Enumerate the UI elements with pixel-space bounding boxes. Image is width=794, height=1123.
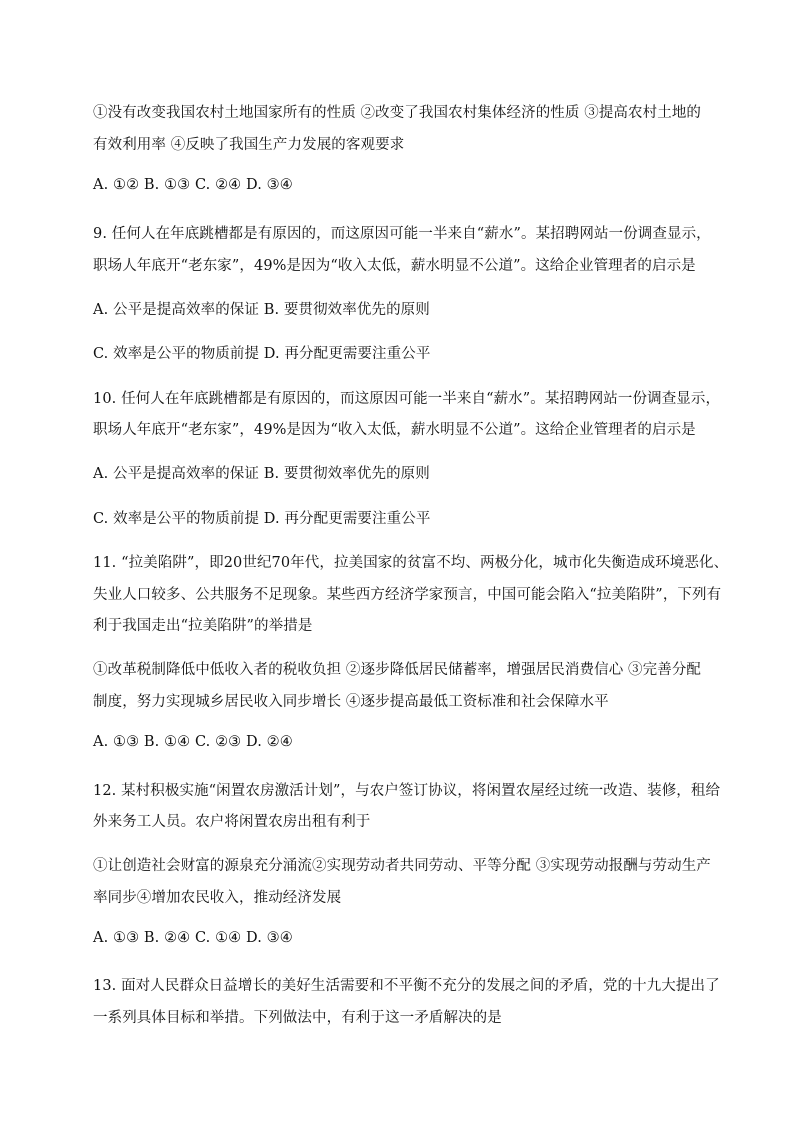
q13-stem-line-2: 一系列具体目标和举措。下列做法中，有利于这一矛盾解决的是	[93, 1010, 502, 1026]
q10-stem-line-1: 10. 任何人在年底跳槽都是有原因的，而这原因可能一半来自“薪水”。某招聘网站一份调查显示，	[93, 391, 721, 407]
q11-options-line-1: ①改革税制降低中低收入者的税收负担 ②逐步降低居民储蓄率，增强居民消费信心 ③完善分配	[93, 662, 702, 678]
q11-stem-line-1: 11. “拉美陷阱”，即20世纪70年代，拉美国家的贫富不均、两极分化，城市化失衡造成环境恶化、	[93, 555, 729, 571]
q12-answer-choices: A. ①③ B. ②④ C. ①④ D. ③④	[93, 930, 293, 946]
q12-options-line-1: ①让创造社会财富的源泉充分涌流②实现劳动者共同劳动、平等分配 ③实现劳动报酬与劳动生产	[93, 858, 711, 874]
q9-answer-choices-ab: A. 公平是提高效率的保证 B. 要贯彻效率优先的原则	[93, 302, 430, 318]
q8-answer-choices: A. ①② B. ①③ C. ②④ D. ③④	[93, 177, 293, 193]
q9-stem-line-1: 9. 任何人在年底跳槽都是有原因的，而这原因可能一半来自“薪水”。某招聘网站一份调查显示，	[93, 226, 711, 242]
q8-options-line-2: 有效利用率 ④反映了我国生产力发展的客观要求	[93, 137, 405, 153]
q11-answer-choices: A. ①③ B. ①④ C. ②③ D. ②④	[93, 734, 293, 750]
q9-stem-line-2: 职场人年底开“老东家”，49%是因为“收入太低，薪水明显不公道”。这给企业管理者的启示是	[93, 258, 696, 274]
q10-answer-choices-cd: C. 效率是公平的物质前提 D. 再分配更需要注重公平	[93, 511, 431, 527]
q13-stem-line-1: 13. 面对人民群众日益增长的美好生活需要和不平衡不充分的发展之间的矛盾，党的十九大提出了	[93, 978, 720, 994]
q10-stem-line-2: 职场人年底开“老东家”，49%是因为“收入太低，薪水明显不公道”。这给企业管理者的启示是	[93, 422, 696, 438]
q11-stem-line-2: 失业人口较多、公共服务不足现象。某些西方经济学家预言，中国可能会陷入“拉美陷阱”，下列有	[93, 587, 722, 603]
q8-options-line-1: ①没有改变我国农村土地国家所有的性质 ②改变了我国农村集体经济的性质 ③提高农村土地的	[93, 105, 702, 121]
q9-answer-choices-cd: C. 效率是公平的物质前提 D. 再分配更需要注重公平	[93, 346, 431, 362]
q12-stem-line-1: 12. 某村积极实施“闲置农房激活计划”，与农户签订协议，将闲置农屋经过统一改造、装修，租给	[93, 783, 721, 799]
q10-answer-choices-ab: A. 公平是提高效率的保证 B. 要贯彻效率优先的原则	[93, 466, 430, 482]
q11-stem-line-3: 利于我国走出“拉美陷阱”的举措是	[93, 618, 313, 634]
q11-options-line-2: 制度，努力实现城乡居民收入同步增长 ④逐步提高最低工资标准和社会保障水平	[93, 694, 609, 710]
q12-options-line-2: 率同步④增加农民收入，推动经济发展	[93, 890, 342, 906]
q12-stem-line-2: 外来务工人员。农户将闲置农房出租有利于	[93, 814, 371, 830]
